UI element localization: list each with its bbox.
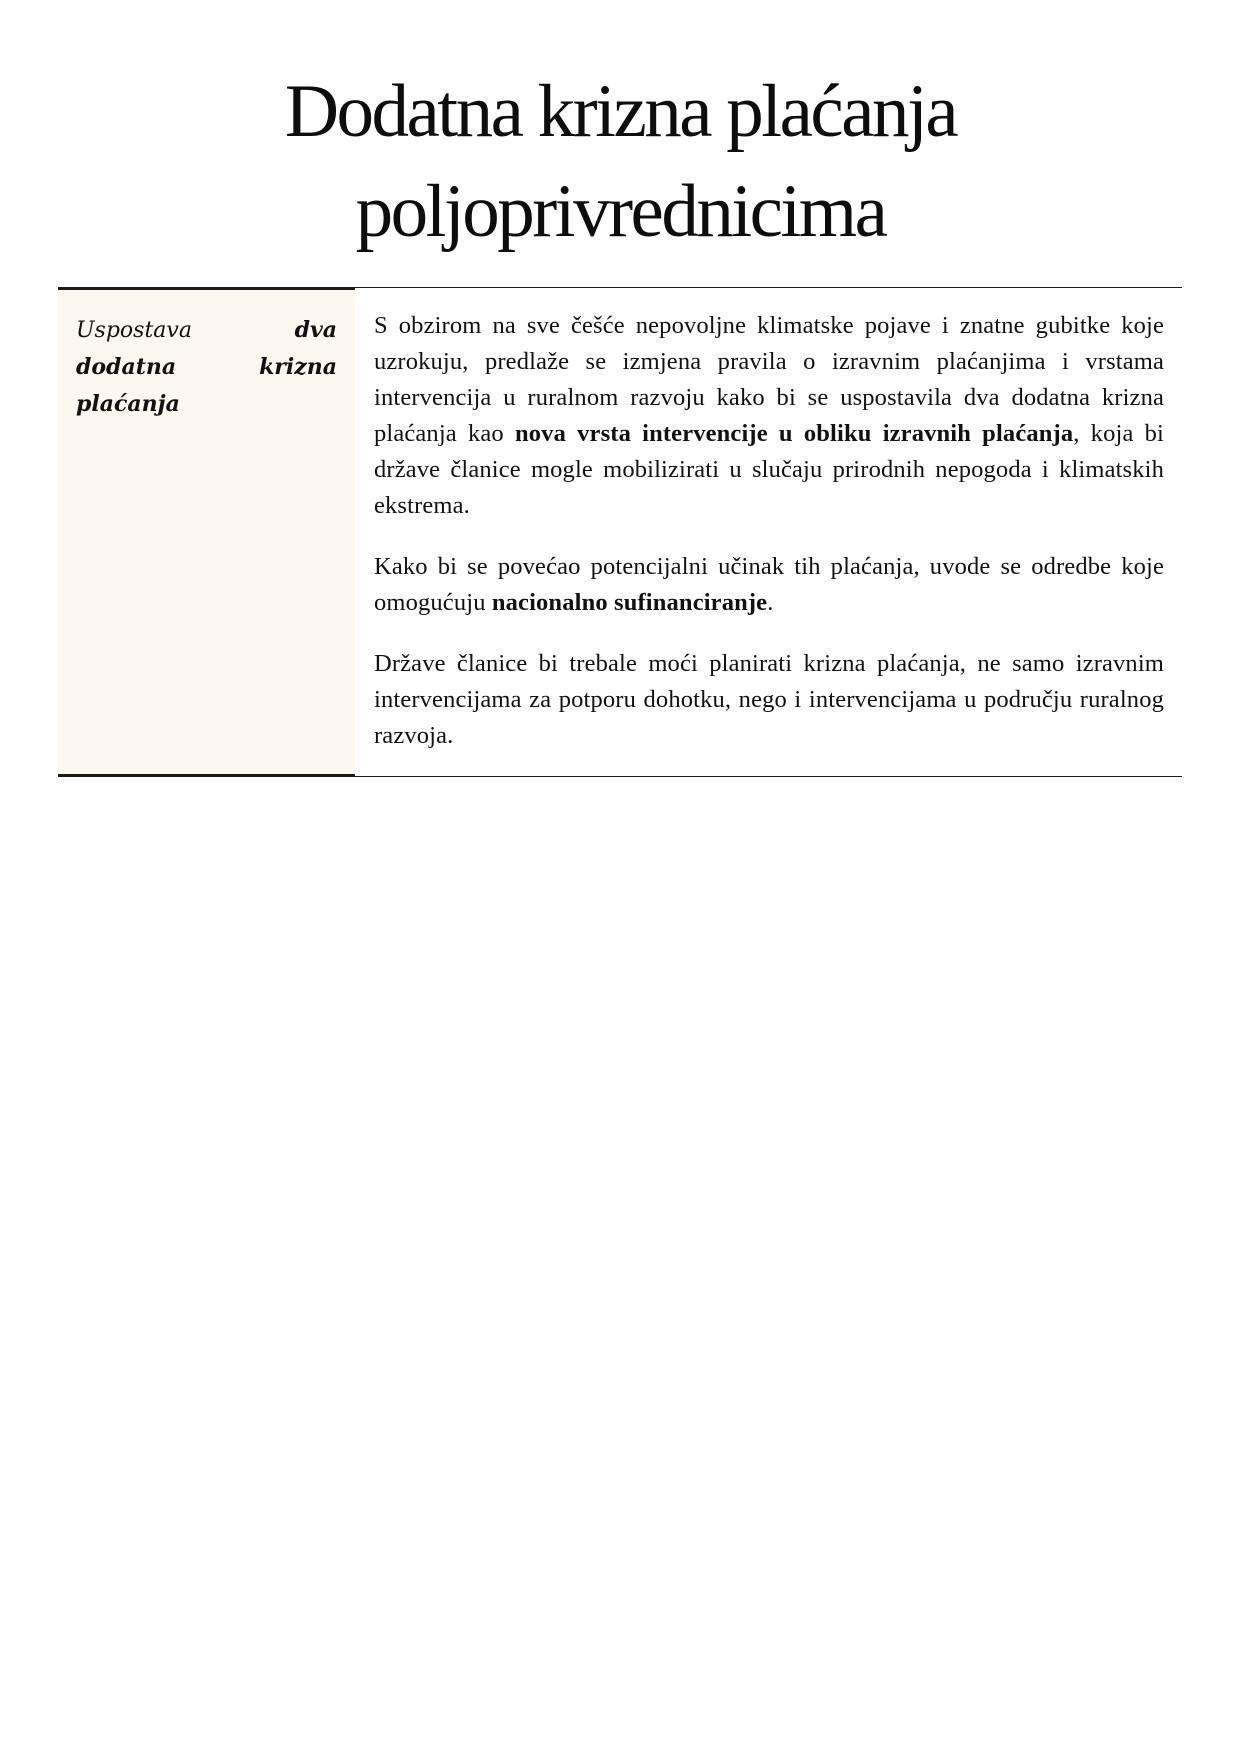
page-title bbox=[0, 62, 1241, 262]
side-heading-emphasis: dva dodatna krizna plaćanja bbox=[76, 317, 337, 417]
paragraph-1-bold: nova vrsta intervencije u obliku izravnih plaćanja bbox=[515, 420, 1074, 447]
side-heading-intro: Uspostava bbox=[76, 318, 192, 343]
paragraph-2-text-b: . bbox=[767, 589, 774, 616]
side-heading bbox=[76, 312, 337, 423]
paragraph-3-text: Države članice bi trebale moći planirati krizna plaćanja, ne samo izravnim intervencijama za potporu dohotku, nego i intervencijama u području ruralnog razvoja. bbox=[374, 650, 1164, 749]
paragraph-2 bbox=[374, 549, 1164, 621]
page-title-line-2: poljoprivrednicima bbox=[355, 170, 886, 253]
paragraph-3 bbox=[374, 646, 1164, 754]
summary-table bbox=[58, 287, 1182, 777]
paragraph-1 bbox=[374, 308, 1164, 524]
page-title-line-1: Dodatna krizna plaćanja bbox=[284, 70, 957, 153]
paragraph-1-text-b: , koja bi države članice mogle mobilizirati u slučaju prirodnih nepogoda i klimatskih ekstrema. bbox=[374, 420, 1165, 519]
paragraph-2-text-a: Kako bi se povećao potencijalni učinak tih plaćanja, uvode se odredbe koje omogućuju bbox=[374, 553, 1164, 616]
side-heading-cell bbox=[58, 287, 355, 777]
paragraph-1-text-a: S obzirom na sve češće nepovoljne klimatske pojave i znatne gubitke koje uzrokuju, predlaže se izmjena pravila o izravnim plaćanjima i vrstama intervencija u ruralnom razvoju kako bi se uspostavila dva dodatna krizna plaćanja kao bbox=[374, 312, 1164, 447]
paragraph-2-bold: nacionalno sufinanciranje bbox=[491, 589, 768, 616]
body-text-cell bbox=[355, 287, 1182, 777]
